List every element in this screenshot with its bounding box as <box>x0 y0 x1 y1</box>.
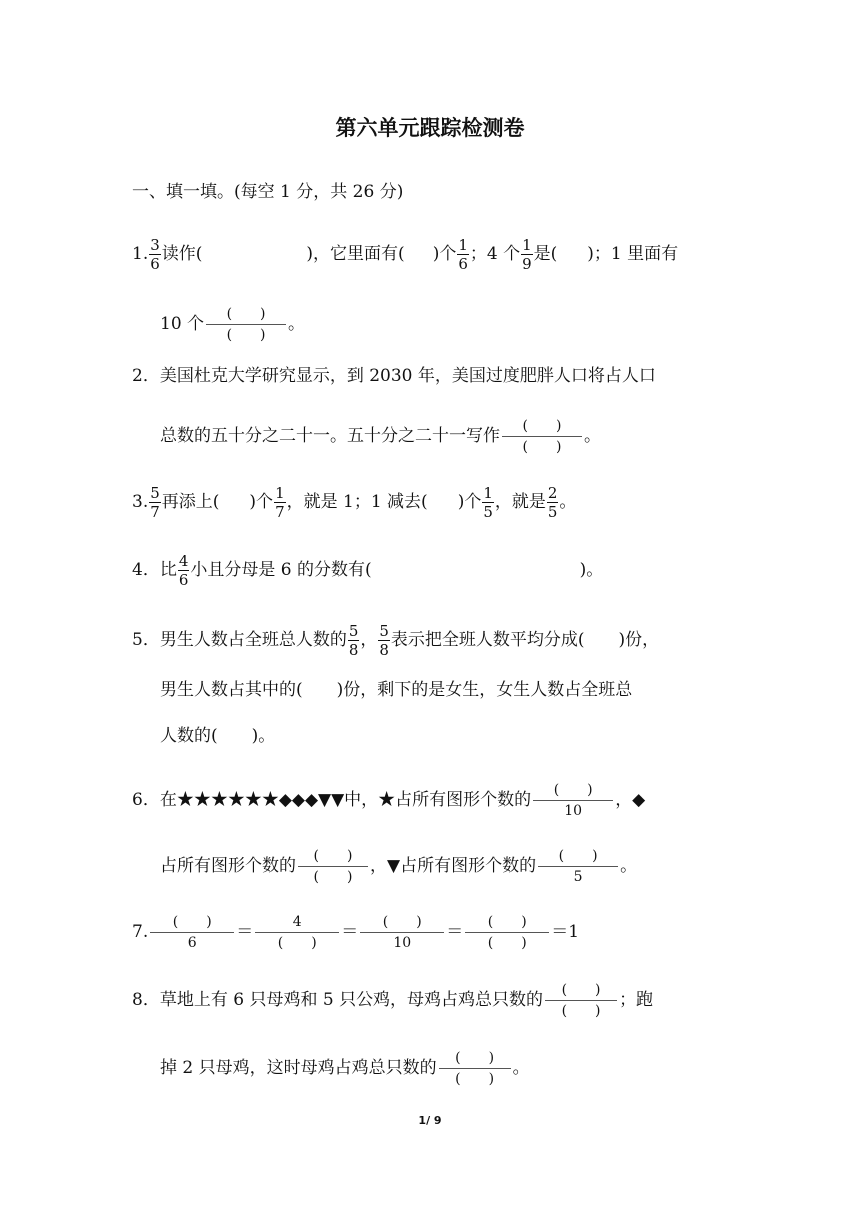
question-6-line-1 <box>132 780 645 821</box>
question-6-line-2 <box>160 846 637 887</box>
blank-fraction[interactable] <box>545 980 617 1021</box>
question-5-line-1 <box>132 622 659 659</box>
numerator: 4 <box>178 552 189 570</box>
numerator-blank[interactable]: ( ) <box>313 848 353 864</box>
question-5-line-3: 人数的( )。 <box>160 726 276 746</box>
blank-fraction[interactable] <box>533 780 613 821</box>
question-number: 7. <box>132 922 149 942</box>
blank-fraction[interactable] <box>465 912 549 953</box>
denominator: 5 <box>547 503 558 521</box>
denominator-blank[interactable]: ( ) <box>298 866 368 887</box>
question-3 <box>132 484 576 521</box>
text: 5．男生人数占全班总人数的 <box>132 630 347 650</box>
numerator: 4 <box>292 914 302 930</box>
fraction <box>348 622 360 659</box>
text: 。 <box>559 492 577 512</box>
text: )个 <box>457 492 482 512</box>
numerator-blank[interactable]: ( ) <box>172 914 212 930</box>
text: ；跑 <box>619 990 654 1010</box>
text: ， <box>360 630 378 650</box>
blank-fraction[interactable] <box>538 846 618 887</box>
denominator: 6 <box>458 255 468 273</box>
numerator: 5 <box>379 622 389 640</box>
text: 6．在★★★★★★◆◆◆▼▼中，★占所有图形个数的 <box>132 790 532 810</box>
numerator: 3 <box>150 236 160 254</box>
blank-fraction[interactable] <box>439 1048 511 1089</box>
text: 总数的五十分之二十一。五十分之二十一写作 <box>160 426 500 446</box>
denominator-blank[interactable]: ( ) <box>206 324 286 345</box>
text: 表示把全班人数平均分成( )份， <box>390 630 660 650</box>
denominator: 6 <box>150 932 234 953</box>
text: ，▼占所有图形个数的 <box>370 856 537 876</box>
equals-sign: ＝ <box>341 922 359 942</box>
denominator-blank[interactable]: ( ) <box>502 436 582 457</box>
denominator: 10 <box>360 932 444 953</box>
equals-sign: ＝ <box>236 922 254 942</box>
question-4 <box>132 552 603 589</box>
fraction <box>149 484 161 521</box>
question-2-line-1: 2．美国杜克大学研究显示，到 2030 年，美国过度肥胖人口将占人口 <box>132 366 656 386</box>
question-1-line-1 <box>132 236 678 273</box>
equals-sign: ＝ <box>446 922 464 942</box>
numerator-blank[interactable]: ( ) <box>226 306 266 322</box>
numerator: 5 <box>348 622 359 640</box>
text: 占所有图形个数的 <box>160 856 296 876</box>
numerator: 1 <box>275 484 285 502</box>
fraction <box>521 236 533 273</box>
text: ，就是 <box>494 492 546 512</box>
text: 4．比 <box>132 560 177 580</box>
text: 是( <box>533 244 558 264</box>
fraction <box>482 484 494 521</box>
denominator: 9 <box>522 255 532 273</box>
text: 10 个 <box>160 314 205 334</box>
text: )；1 里面有 <box>587 244 679 264</box>
fraction <box>149 236 161 273</box>
question-7 <box>132 912 579 953</box>
fraction <box>378 622 390 659</box>
question-5-line-2: 男生人数占其中的( )份，剩下的是女生，女生人数占全班总 <box>160 680 633 700</box>
denominator: 6 <box>178 571 189 589</box>
denominator: 8 <box>379 641 389 659</box>
blank-fraction[interactable] <box>206 304 286 345</box>
page-number: 1/ 9 <box>418 1114 442 1127</box>
text: 。 <box>512 1058 530 1078</box>
question-number: 3. <box>132 492 149 512</box>
numerator-blank[interactable]: ( ) <box>553 782 593 798</box>
denominator: 5 <box>538 866 618 887</box>
fraction <box>457 236 469 273</box>
text: )，它里面有( <box>306 244 405 264</box>
text: )个 <box>432 244 457 264</box>
denominator-blank[interactable]: ( ) <box>255 932 339 953</box>
text: 8．草地上有 6 只母鸡和 5 只公鸡，母鸡占鸡总只数的 <box>132 990 544 1010</box>
text: 读作( <box>161 244 203 264</box>
text: )。 <box>579 560 604 580</box>
denominator-blank[interactable]: ( ) <box>545 1000 617 1021</box>
page-title: 第六单元跟踪检测卷 <box>335 116 525 140</box>
numerator: 5 <box>150 484 160 502</box>
section-heading: 一、填一填。(每空 1 分，共 26 分) <box>132 182 404 202</box>
numerator: 1 <box>522 236 532 254</box>
numerator: 1 <box>458 236 468 254</box>
numerator-blank[interactable]: ( ) <box>455 1050 495 1066</box>
text: 。 <box>288 314 306 334</box>
text: 再添上( <box>161 492 220 512</box>
text: ＝1 <box>551 922 580 942</box>
question-number: 1. <box>132 244 149 264</box>
denominator: 10 <box>533 800 613 821</box>
denominator: 8 <box>348 641 359 659</box>
denominator: 7 <box>275 503 285 521</box>
text: ；4 个 <box>469 244 521 264</box>
fraction <box>178 552 190 589</box>
numerator-blank[interactable]: ( ) <box>558 848 598 864</box>
numerator-blank[interactable]: ( ) <box>522 418 562 434</box>
question-2-line-2 <box>160 416 601 457</box>
blank-fraction[interactable] <box>150 912 234 953</box>
fraction <box>274 484 286 521</box>
text: 。 <box>584 426 601 446</box>
blank-fraction[interactable] <box>298 846 368 887</box>
text: 。 <box>620 856 638 876</box>
text: 小且分母是 6 的分数有( <box>190 560 372 580</box>
numerator-blank[interactable]: ( ) <box>487 914 527 930</box>
question-8-line-1 <box>132 980 653 1021</box>
text: ，就是 1；1 减去( <box>286 492 428 512</box>
denominator-blank[interactable]: ( ) <box>465 932 549 953</box>
question-1-line-2 <box>160 304 305 345</box>
numerator-blank[interactable]: ( ) <box>561 982 601 998</box>
denominator: 5 <box>483 503 493 521</box>
denominator: 6 <box>150 255 160 273</box>
fraction <box>547 484 559 521</box>
blank-fraction[interactable] <box>360 912 444 953</box>
question-8-line-2 <box>160 1048 530 1089</box>
numerator: 2 <box>547 484 558 502</box>
text: )个 <box>249 492 274 512</box>
numerator-blank[interactable]: ( ) <box>382 914 422 930</box>
blank-fraction[interactable] <box>502 416 582 457</box>
blank-fraction[interactable] <box>255 912 339 953</box>
denominator: 7 <box>150 503 160 521</box>
text: 掉 2 只母鸡，这时母鸡占鸡总只数的 <box>160 1058 437 1078</box>
numerator: 1 <box>483 484 493 502</box>
text: ，◆ <box>615 790 646 810</box>
denominator-blank[interactable]: ( ) <box>439 1068 511 1089</box>
